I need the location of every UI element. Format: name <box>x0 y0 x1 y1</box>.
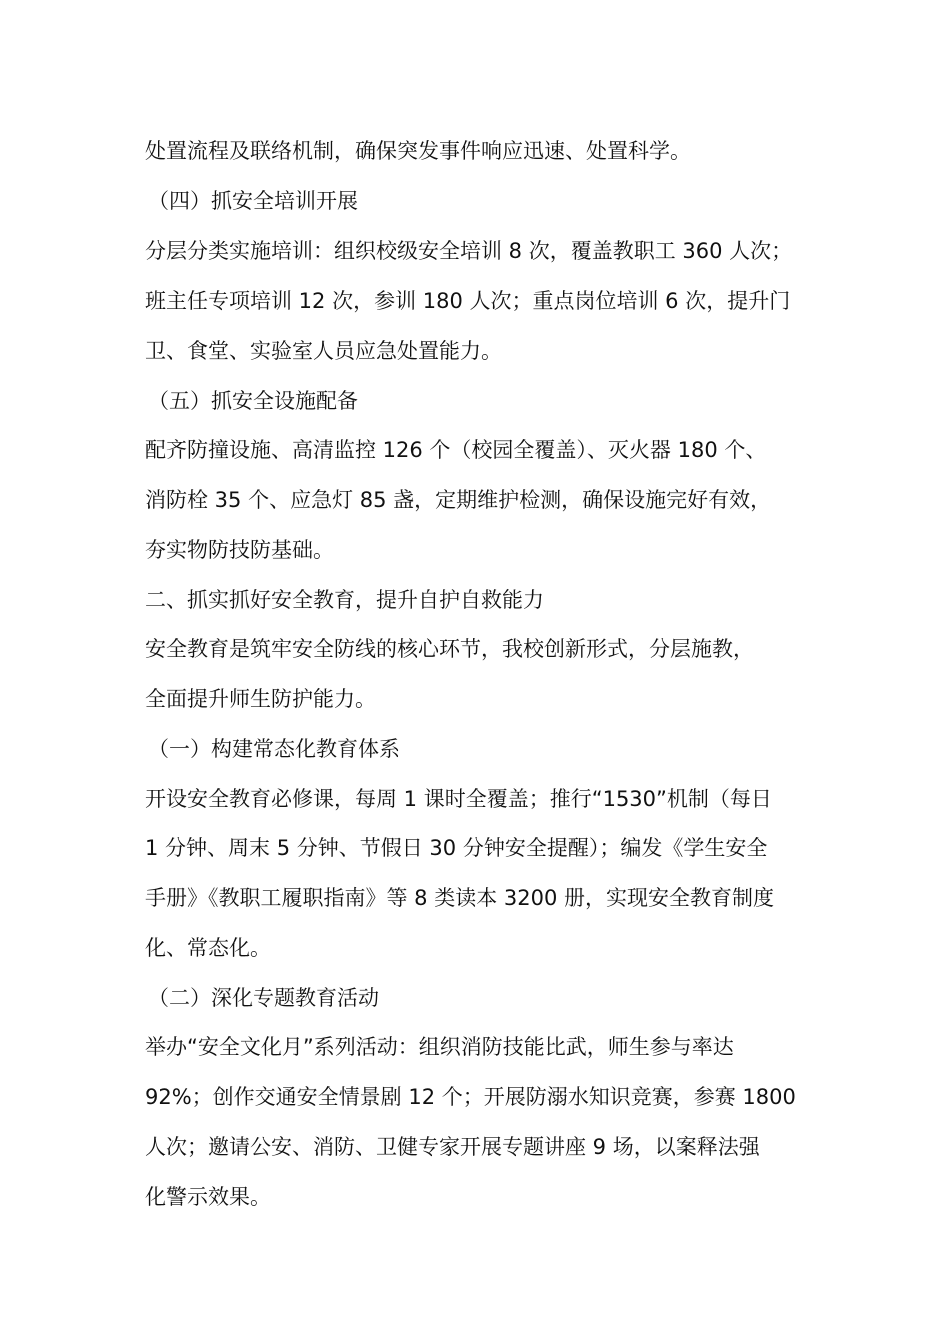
paragraph-line: 手册》《教职工履职指南》等 8 类读本 3200 册，实现安全教育制度 <box>145 886 775 910</box>
paragraph-line: 配齐防撞设施、高清监控 126 个（校园全覆盖）、灭火器 180 个、 <box>145 438 767 462</box>
paragraph-line: 化警示效果。 <box>145 1185 271 1209</box>
paragraph-line: 分层分类实施培训：组织校级安全培训 8 次，覆盖教职工 360 人次； <box>145 239 793 263</box>
paragraph-line: 1 分钟、周末 5 分钟、节假日 30 分钟安全提醒）；编发《学生安全 <box>145 836 768 860</box>
paragraph-line: 夯实物防技防基础。 <box>145 538 334 562</box>
paragraph-line: 人次；邀请公安、消防、卫健专家开展专题讲座 9 场，以案释法强 <box>145 1135 760 1159</box>
paragraph-line: 举办“安全文化月”系列活动：组织消防技能比武，师生参与率达 <box>145 1035 734 1059</box>
paragraph-line: 班主任专项培训 12 次，参训 180 人次；重点岗位培训 6 次，提升门 <box>145 289 791 313</box>
paragraph-line: 处置流程及联络机制，确保突发事件响应迅速、处置科学。 <box>145 139 691 163</box>
section-heading: （二）深化专题教育活动 <box>148 986 379 1010</box>
paragraph-line: 化、常态化。 <box>145 936 271 960</box>
paragraph-line: 安全教育是筑牢安全防线的核心环节，我校创新形式，分层施教， <box>145 637 754 661</box>
paragraph-line: 卫、食堂、实验室人员应急处置能力。 <box>145 339 502 363</box>
paragraph-line: 消防栓 35 个、应急灯 85 盏，定期维护检测，确保设施完好有效， <box>145 488 772 512</box>
paragraph-line: 92%；创作交通安全情景剧 12 个；开展防溺水知识竞赛，参赛 1800 <box>145 1085 796 1109</box>
section-heading: （一）构建常态化教育体系 <box>148 737 400 761</box>
chapter-heading: 二、抓实抓好安全教育，提升自护自救能力 <box>145 588 544 612</box>
section-heading: （四）抓安全培训开展 <box>148 189 358 213</box>
paragraph-line: 开设安全教育必修课，每周 1 课时全覆盖；推行“1530”机制（每日 <box>145 787 772 811</box>
section-heading: （五）抓安全设施配备 <box>148 389 358 413</box>
paragraph-line: 全面提升师生防护能力。 <box>145 687 376 711</box>
